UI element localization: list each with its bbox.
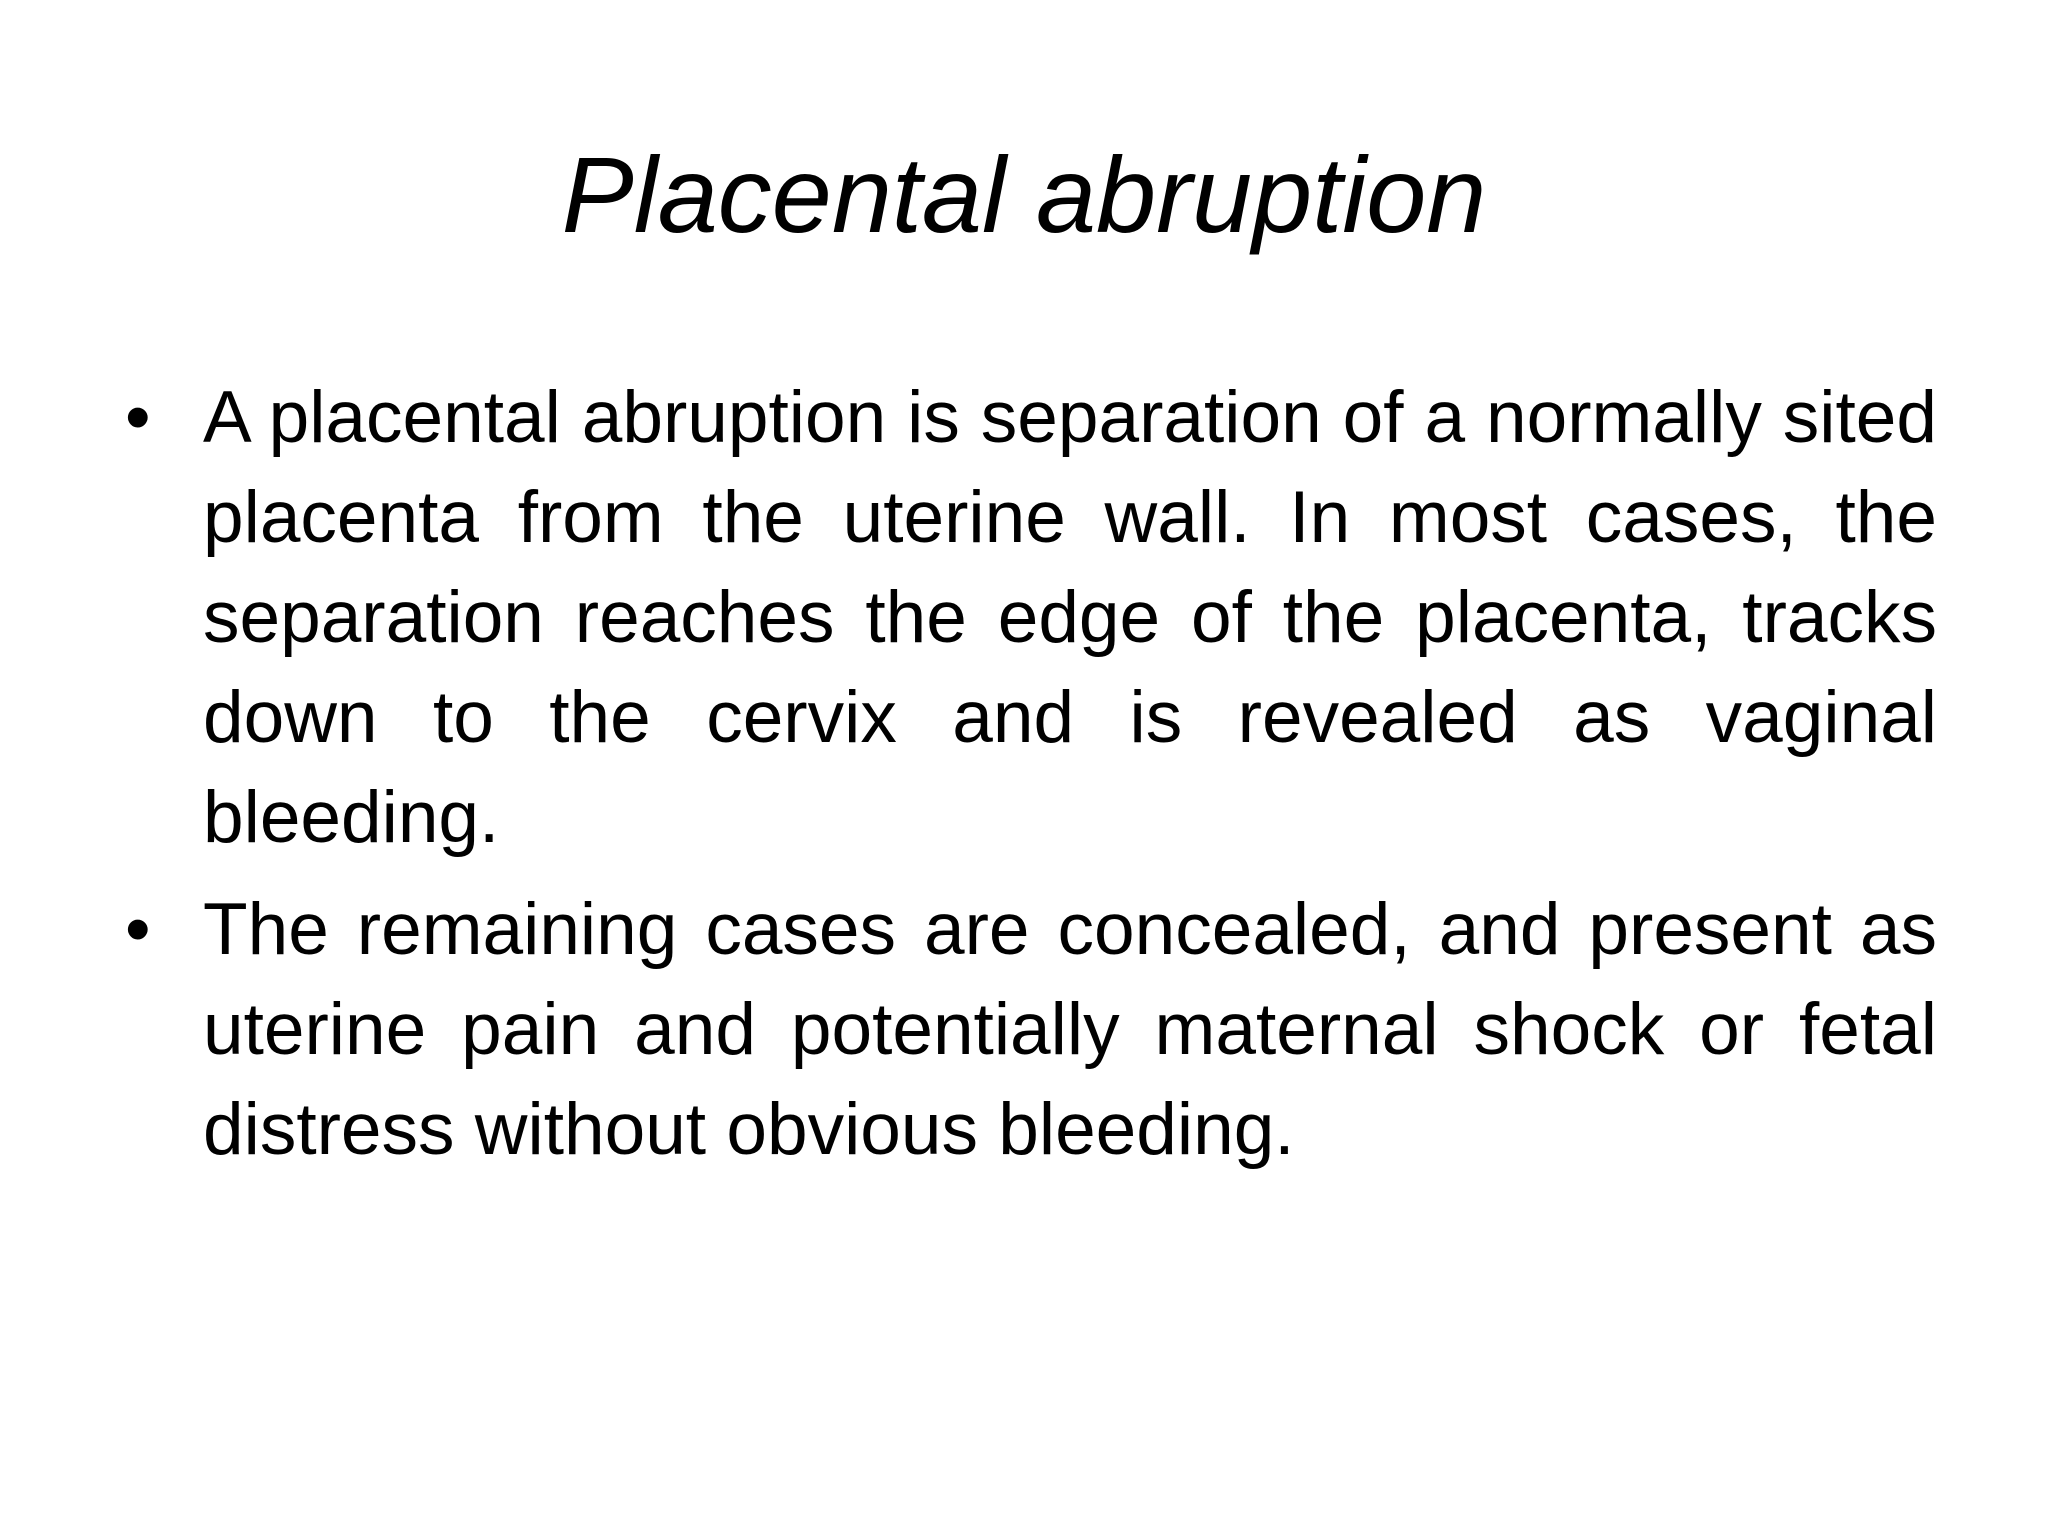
bullet-text: The remaining cases are concealed, and present as uterine pain and potentially maternal shock or fetal distress without obvious bleeding.	[203, 889, 1937, 1170]
bullet-glyph: •	[125, 889, 151, 970]
bullet-text: A placental abruption is separation of a normally sited placenta from the uterine wall. In most cases, the separation reaches the edge of the placenta, tracks down to the cervix and is revealed as vaginal bleeding.	[203, 377, 1937, 858]
slide-title: Placental abruption	[561, 134, 1487, 255]
bullet-glyph: •	[125, 377, 151, 458]
bullet-item	[125, 368, 1937, 868]
bullet-item	[125, 880, 1937, 1180]
bullet-list	[125, 368, 1937, 1180]
